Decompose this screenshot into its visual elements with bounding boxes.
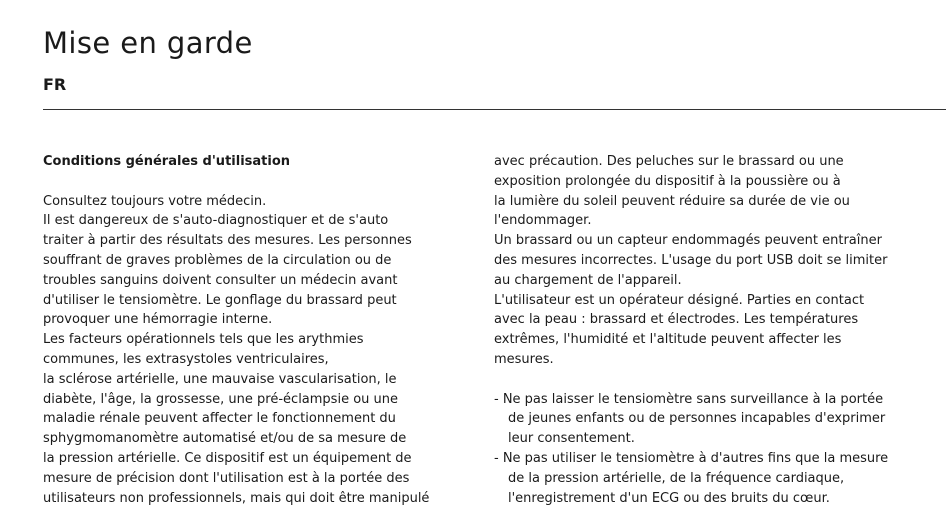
text-line: maladie rénale peuvent affecter le fonctionnement du [43, 411, 396, 427]
text-line: au chargement de l'appareil. [494, 272, 682, 288]
text-line: L'utilisateur est un opérateur désigné. Parties en contact [494, 292, 865, 308]
text-line: la lumière du soleil peuvent réduire sa durée de vie ou [494, 193, 850, 209]
header-divider [43, 109, 946, 110]
text-line: mesure de précision dont l'utilisation est à la portée des [43, 470, 410, 486]
bullet-continuation: leur consentement. [508, 431, 635, 447]
bullet-continuation: de la pression artérielle, de la fréquence cardiaque, [508, 470, 845, 486]
text-line: Les facteurs opérationnels tels que les arythmies [43, 332, 364, 348]
bullet-line: - Ne pas utiliser le tensiomètre à d'autres fins que la mesure [494, 450, 889, 466]
text-line: utilisateurs non professionnels, mais qui doit être manipulé [43, 490, 430, 506]
section-heading: Conditions générales d'utilisation [43, 154, 291, 169]
bullet-continuation: l'enregistrement d'un ECG ou des bruits du cœur. [508, 490, 830, 506]
spacer [494, 370, 946, 390]
text-line: avec la peau : brassard et électrodes. Les températures [494, 312, 859, 328]
page-title: Mise en garde [43, 26, 253, 60]
text-line: des mesures incorrectes. L'usage du port USB doit se limiter [494, 252, 888, 268]
text-line: mesures. [494, 351, 554, 367]
text-line: troubles sanguins doivent consulter un médecin avant [43, 272, 398, 288]
text-line: la sclérose artérielle, une mauvaise vascularisation, le [43, 371, 397, 387]
text-line: l'endommager. [494, 213, 592, 229]
text-line: avec précaution. Des peluches sur le brassard ou une [494, 154, 844, 169]
left-column [43, 152, 473, 508]
text-line: Consultez toujours votre médecin. [43, 193, 267, 209]
text-line: traiter à partir des résultats des mesures. Les personnes [43, 233, 412, 249]
text-line: Un brassard ou un capteur endommagés peuvent entraîner [494, 233, 882, 249]
text-line: communes, les extrasystoles ventriculaires, [43, 351, 329, 367]
text-line: extrêmes, l'humidité et l'altitude peuvent affecter les [494, 332, 842, 348]
text-line: diabète, l'âge, la grossesse, une pré-éclampsie ou une [43, 391, 398, 407]
right-column [494, 152, 946, 508]
language-code: FR [43, 75, 67, 94]
text-line: d'utiliser le tensiomètre. Le gonflage du brassard peut [43, 292, 397, 308]
text-line: souffrant de graves problèmes de la circulation ou de [43, 252, 392, 268]
text-line: provoquer une hémorragie interne. [43, 312, 273, 328]
text-line: Il est dangereux de s'auto-diagnostiquer et de s'auto [43, 213, 389, 229]
spacer [43, 172, 473, 192]
bullet-line: - Ne pas laisser le tensiomètre sans surveillance à la portée [494, 391, 884, 407]
text-line: sphygmomanomètre automatisé et/ou de sa mesure de [43, 431, 407, 447]
text-line: la pression artérielle. Ce dispositif est un équipement de [43, 450, 412, 466]
bullet-continuation: de jeunes enfants ou de personnes incapables d'exprimer [508, 411, 886, 427]
text-line: exposition prolongée du dispositif à la poussière ou à [494, 173, 841, 189]
